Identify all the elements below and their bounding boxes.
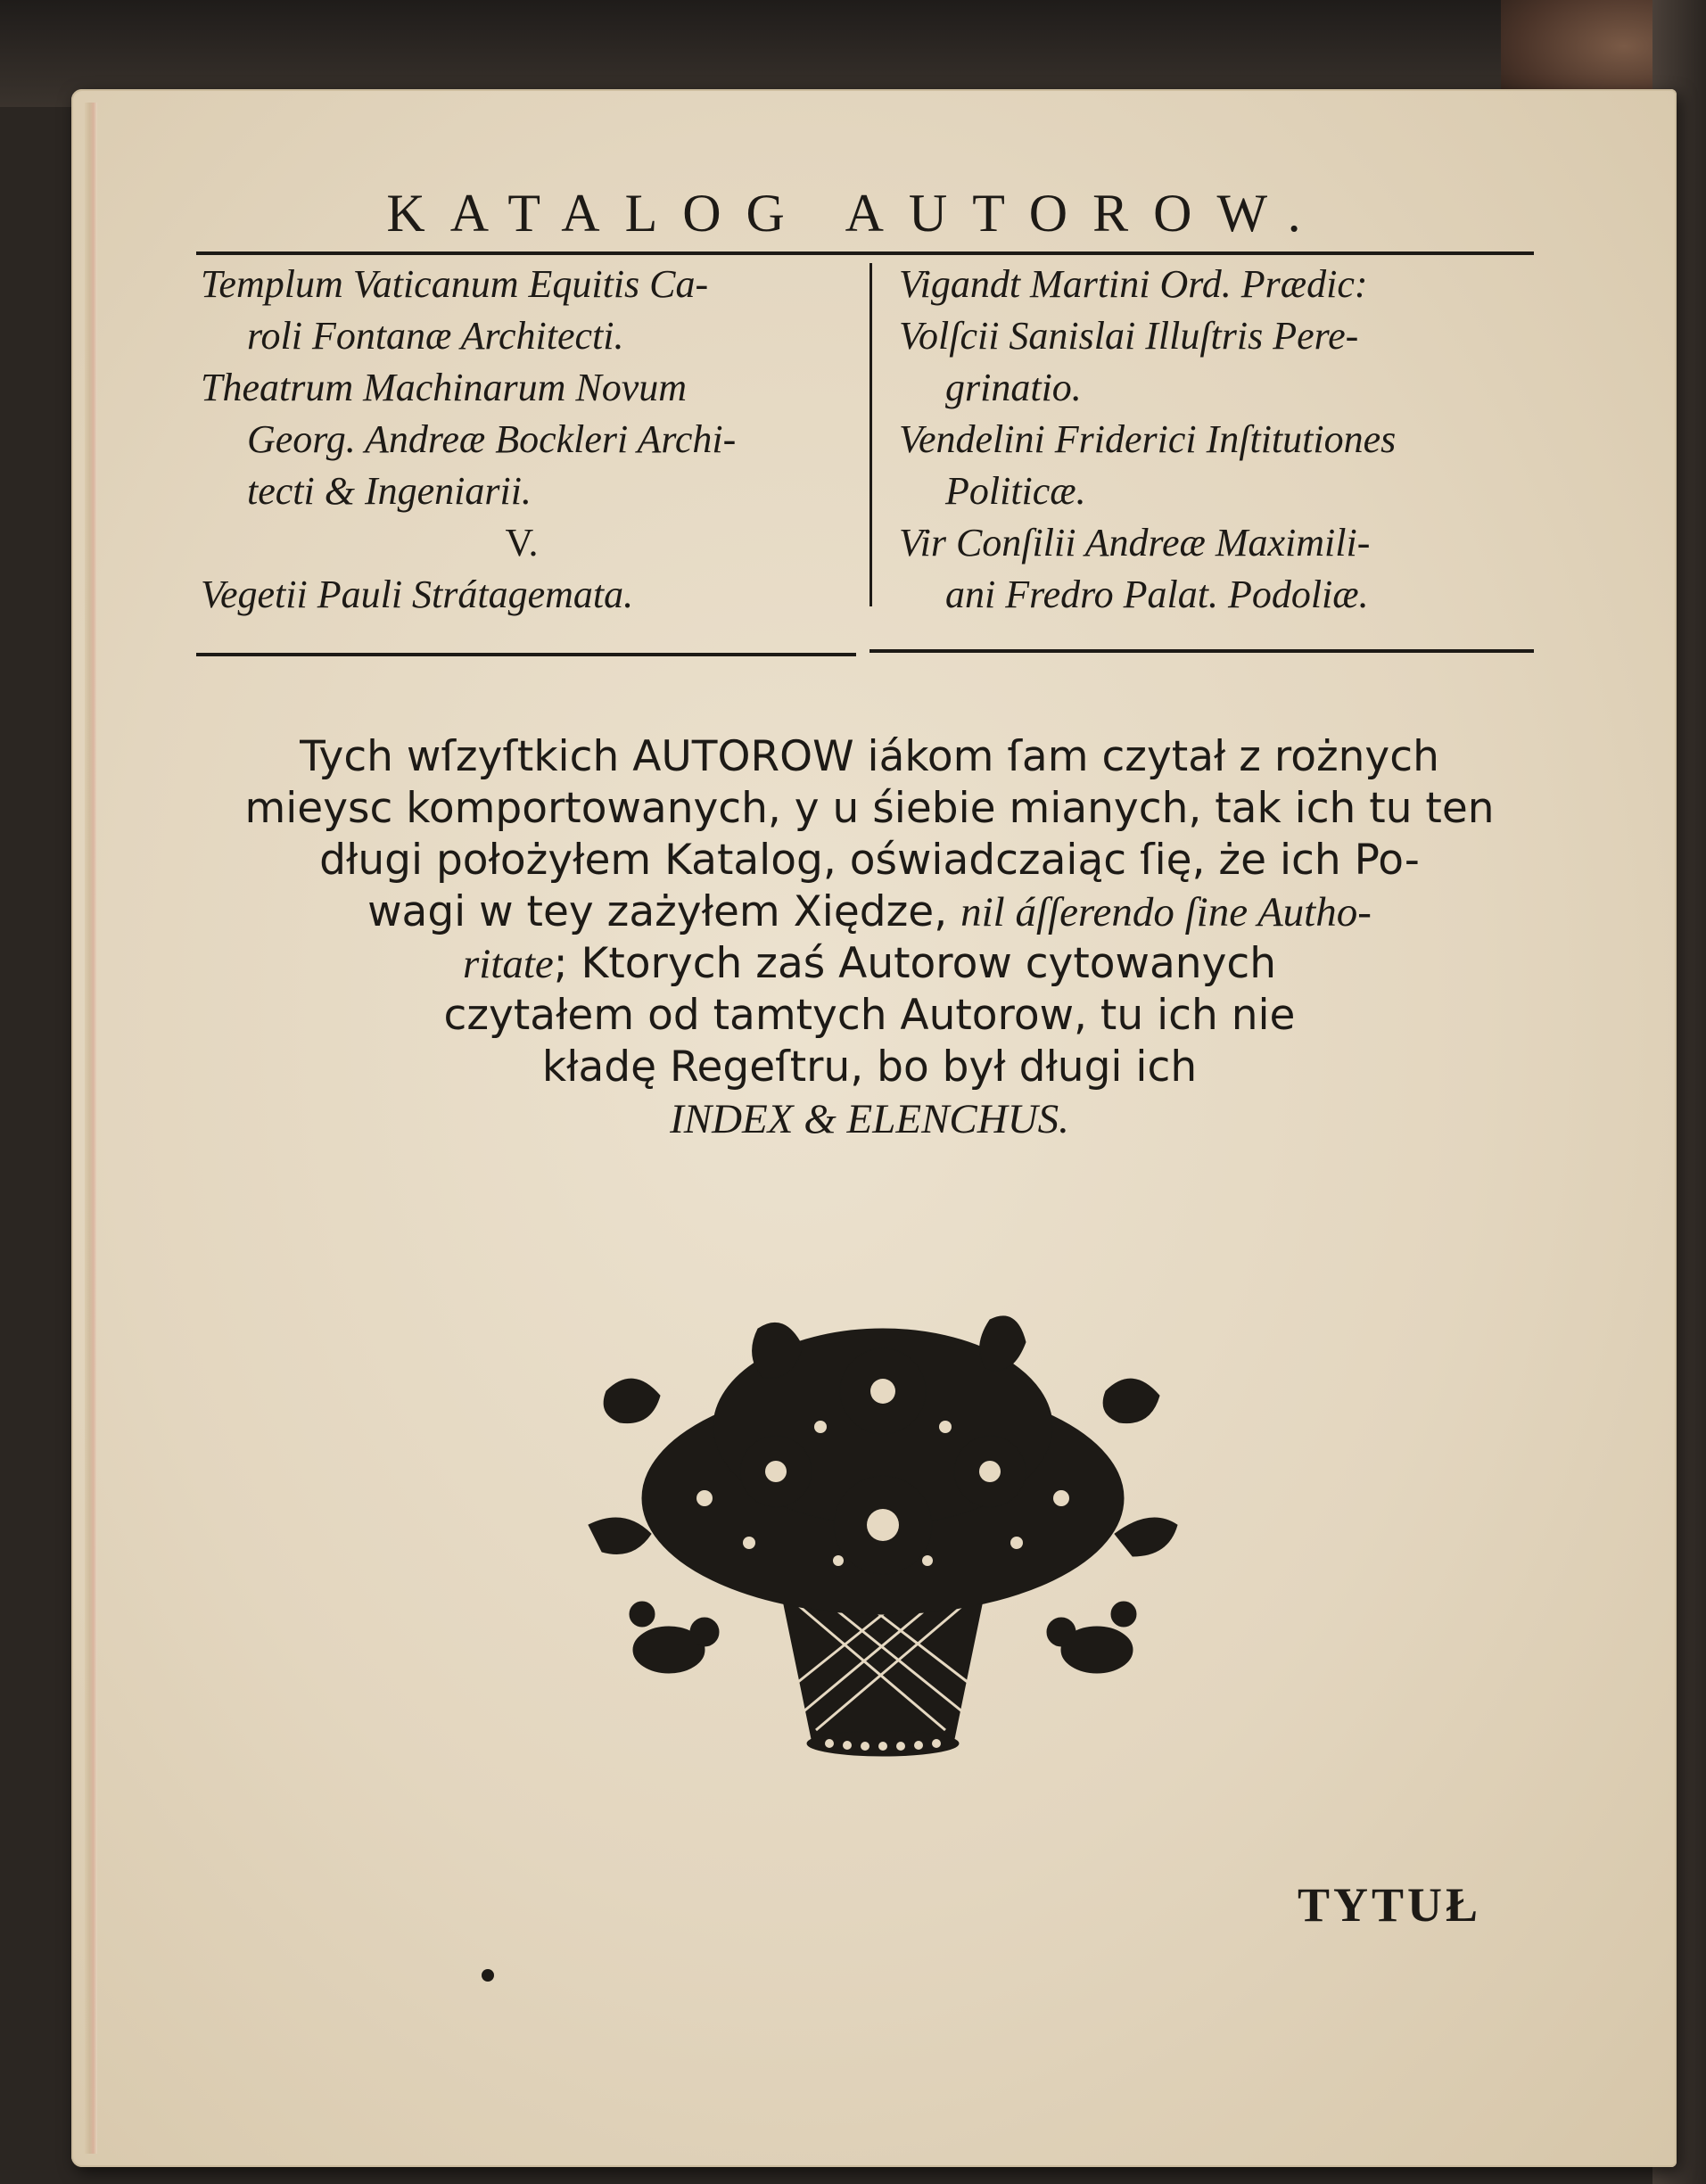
column-divider <box>869 263 872 606</box>
paragraph-line: mieysc komportowanych, y u śiebie mianych, tak ich tu ten <box>244 784 1495 833</box>
header-rule <box>196 251 1534 255</box>
catalog-right-column <box>899 259 1541 621</box>
paragraph-line: czytałem od tamtych Autorow, tu ich nie <box>443 991 1296 1040</box>
paragraph-line <box>201 886 1538 938</box>
catalog-entry-line: roli Fontanæ Architecti. <box>247 314 624 358</box>
catalog-entry-line: Vir Conſilii Andreæ Maximili- <box>899 521 1371 565</box>
section-letter: V. <box>505 521 539 565</box>
catalog-entry-line: ani Fredro Palat. Podoliæ. <box>945 573 1369 616</box>
catalog-entry-line: Templum Vaticanum Equitis Ca- <box>201 262 709 306</box>
paragraph-text: ; Ktorych zaś Autorow cytowanych <box>553 939 1277 988</box>
catalog-entry-line: Georg. Andreæ Bockleri Archi- <box>247 417 737 461</box>
paragraph-line: kładę Regeſtru, bo był długi ich <box>541 1043 1198 1092</box>
catalog-entry-line: Vigandt Martini Ord. Prædic: <box>899 262 1368 306</box>
flower-basket-icon <box>571 1293 1195 1775</box>
index-elenchus: INDEX & ELENCHUS. <box>670 1096 1069 1142</box>
catalog-entry-line: Theatrum Machinarum Novum <box>201 366 688 409</box>
catalog-left-column <box>201 259 843 621</box>
catalog-entry-line: grinatio. <box>945 366 1082 409</box>
latin-phrase: ritate <box>462 941 554 987</box>
left-footer-rule <box>196 653 856 656</box>
latin-phrase: nil áſſerendo ſine Autho- <box>960 889 1372 935</box>
paragraph-line: długi położyłem Katalog, oświadczaiąc ſię, że ich Po- <box>319 836 1420 885</box>
catalog-entry-line: Vendelini Friderici Inſtitutiones <box>899 417 1397 461</box>
ink-spot <box>482 1969 494 1982</box>
catalog-entry-line: tecti & Ingeniarii. <box>247 469 532 513</box>
catalog-entry-line: Vegetii Pauli Strátagemata. <box>201 573 634 616</box>
catalog-entry-line: Volſcii Sanislai Illuſtris Pere- <box>899 314 1359 358</box>
closing-paragraph <box>201 731 1538 1145</box>
catchword: TYTUŁ <box>1298 1878 1482 1932</box>
paragraph-line: Tych wſzyſtkich AUTOROW iákom ſam czytał z rożnych <box>300 732 1439 781</box>
page-title: KATALOG AUTOROW. <box>386 184 1326 243</box>
catalog-entry-line: Politicæ. <box>945 469 1086 513</box>
paragraph-line <box>201 938 1538 990</box>
paragraph-line <box>201 1093 1538 1145</box>
right-footer-rule <box>869 649 1534 653</box>
paragraph-text: wagi w tey zażyłem Xiędze, <box>367 887 948 936</box>
